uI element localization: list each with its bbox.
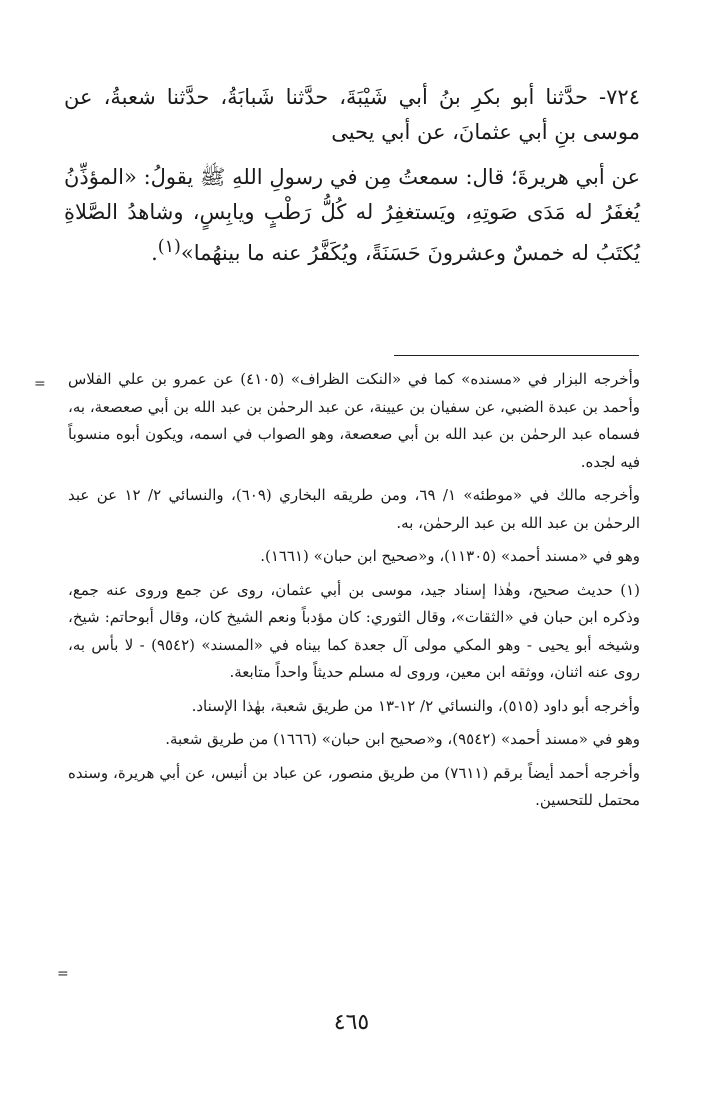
- continuation-marker-top: =: [34, 376, 46, 392]
- footnote-paragraph: وأخرجه أحمد أيضاً برقم (٧٦١١) من طريق منصور، عن عباد بن أنيس، عن أبي هريرة، وسنده محتمل للتحسين.: [68, 763, 640, 809]
- footnotes: [68, 366, 640, 815]
- hadith-matn: [64, 160, 640, 271]
- hadith-isnad: ٧٢٤- حدَّثنا أبو بكرِ بنُ أبي شَيْبَةَ، حدَّثنا شَبابَةُ، حدَّثنا شعبةُ، عن موسى بنِ أبي عثمانَ، عن أبي يحيى: [64, 85, 640, 144]
- hadith-matn-text: عن أبي هريرةَ؛ قال: سمعتُ مِن في رسولِ اللهِ ﷺ يقولُ: «المؤذِّنُ يُغفَرُ له مَدَى صَوتِهِ، ويَستغفِرُ له كُلُّ رَطْبٍ ويابِسٍ، وشاهدُ الصَّلاةِ يُكتَبُ له خمسٌ وعشرونَ حَسَنَةً، ويُكَفَّرُ عنه ما بينهُما»: [64, 165, 640, 265]
- footnote-paragraph: (١) حديث صحيح، وهٰذا إسناد جيد، موسى بن أبي عثمان، روى عن جمع وروى عنه جمع، وذكره ابن حبان في «الثقات»، وقال الثوري: كان مؤدباً ونعم الشيخ كان، وقال أبوحاتم: شيخ، وشيخه أبو يحيى - وهو المكي مولى آل جعدة كما بيناه في «المسند» (٩٥٤٢) - لا بأس به، روى عنه اثنان، ووثقه ابن معين، وروى له مسلم حديثاً واحداً متابعة.: [68, 580, 640, 681]
- footnote-paragraph: وهو في «مسند أحمد» (١١٣٠٥)، و«صحيح ابن حبان» (١٦٦١).: [260, 547, 640, 565]
- footnote-paragraph: وأخرجه البزار في «مسنده» كما في «النكت الظراف» (٤١٠٥) عن عمرو بن علي الفلاس وأحمد بن عبدة الضبي، عن سفيان بن عيينة، عن عبد الرحمٰن بن عبد الله بن أبي صعصعة، به، فسماه عبد الرحمٰن بن عبد الله بن أبي صعصعة، وهو الصواب في اسمه، ويكون أبوه منسوباً فيه لجده.: [68, 370, 640, 471]
- continuation-marker-bottom: =: [57, 966, 69, 982]
- page-number: ٤٦٥: [333, 1010, 370, 1035]
- footnote-ref: (١): [157, 237, 181, 257]
- footnote-paragraph: وهو في «مسند أحمد» (٩٥٤٢)، و«صحيح ابن حبان» (١٦٦٦) من طريق شعبة.: [165, 730, 640, 748]
- hadith-main-text: [64, 80, 640, 271]
- footnote-separator: [394, 355, 639, 356]
- hadith-end-dot: .: [151, 241, 158, 265]
- footnote-paragraph: وأخرجه مالك في «موطئه» ١/ ٦٩، ومن طريقه البخاري (٦٠٩)، والنسائي ٢/ ١٢ عن عبد الرحمٰن بن عبد الله بن عبد الرحمٰن، به.: [68, 486, 640, 532]
- footnote-paragraph: وأخرجه أبو داود (٥١٥)، والنسائي ٢/ ١٢-١٣ من طريق شعبة، بهٰذا الإسناد.: [191, 696, 640, 715]
